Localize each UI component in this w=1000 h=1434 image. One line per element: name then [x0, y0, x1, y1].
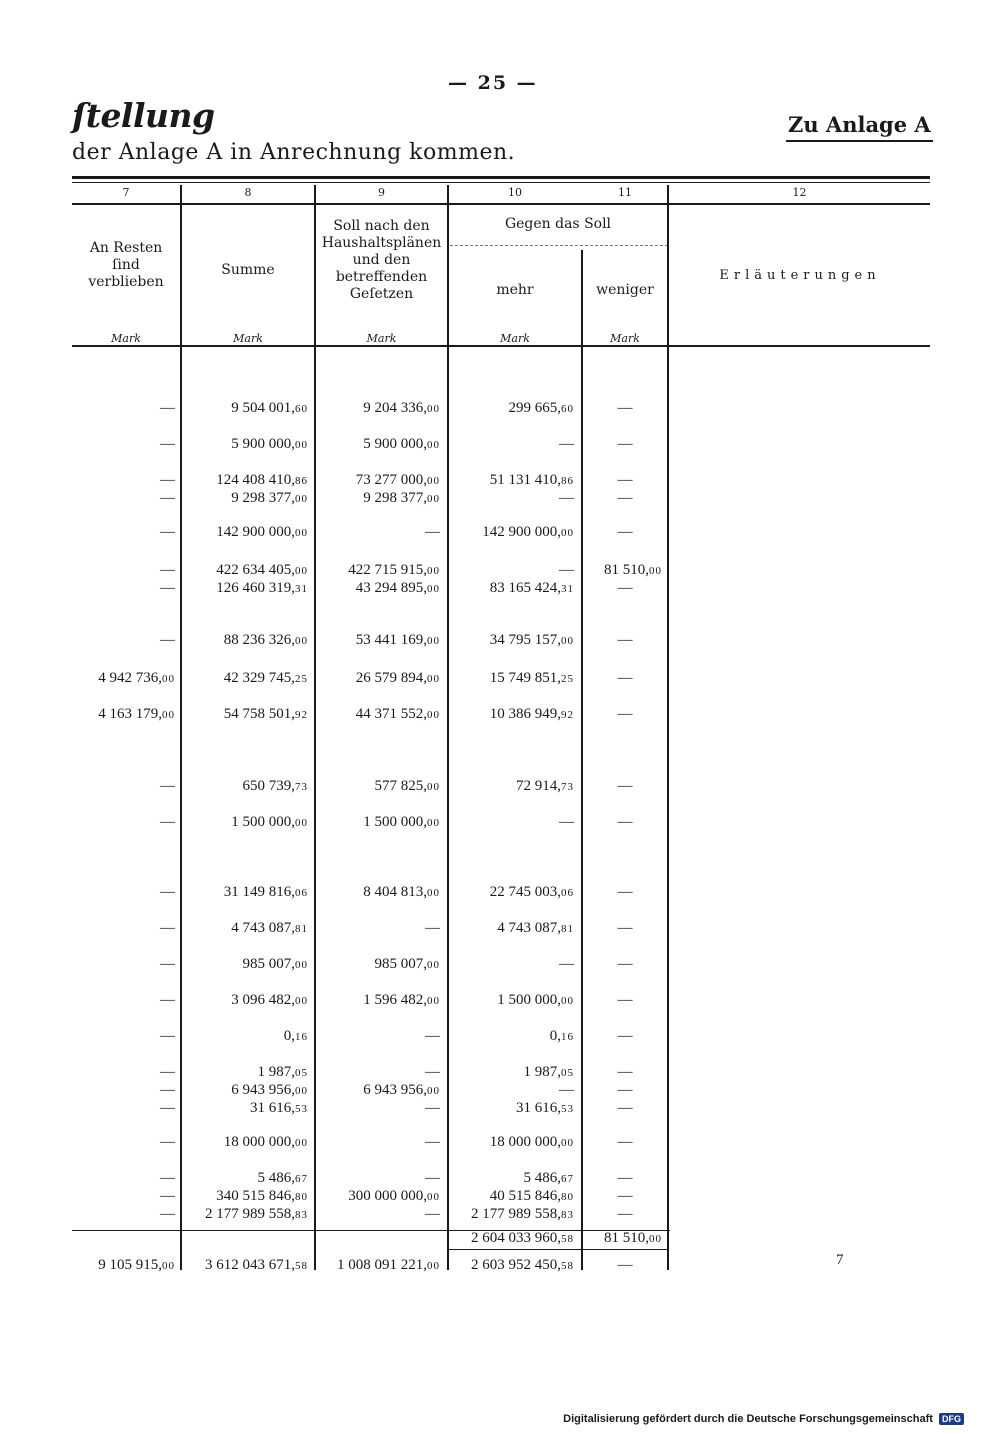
cell-soll: 300 000 000,00 — [348, 1188, 440, 1204]
cell-mehr: 2 177 989 558,83 — [471, 1206, 574, 1222]
cell-weniger: — — [617, 1028, 633, 1044]
cell-reste: — — [160, 1170, 175, 1186]
cell-reste: — — [160, 1028, 175, 1044]
footer-text: Digitalisierung gefördert durch die Deutsche Forschungsgemeinschaft — [563, 1413, 933, 1425]
cell-soll: 422 715 915,00 — [348, 562, 440, 578]
vline-8-9 — [314, 185, 316, 1270]
cell-summe: 5 900 000,00 — [231, 436, 308, 452]
cell-summe: 4 743 087,81 — [231, 920, 308, 936]
cell-summe: 124 408 410,86 — [216, 472, 308, 488]
cell-reste: — — [160, 1064, 175, 1080]
colnum-10: 10 — [508, 186, 522, 199]
cell-summe: 126 460 319,31 — [216, 580, 308, 596]
unit-9: Mark — [366, 332, 397, 345]
colnum-8: 8 — [244, 186, 252, 199]
cell-reste: — — [160, 524, 175, 540]
cell-soll: 9 298 377,00 — [363, 490, 440, 506]
footer-credit — [563, 1413, 964, 1425]
cell-soll: 577 825,00 — [374, 778, 440, 794]
cell-weniger: — — [617, 778, 633, 794]
cell-summe: 2 177 989 558,83 — [205, 1206, 308, 1222]
vline-9-10 — [447, 185, 449, 1270]
colnum-9: 9 — [378, 186, 385, 199]
cell-reste: 4 163 179,00 — [98, 706, 175, 722]
cell-weniger: — — [617, 1206, 633, 1222]
cell-reste: — — [160, 1082, 175, 1098]
top-rule-thick — [72, 176, 930, 179]
cell-soll: — — [425, 1100, 440, 1116]
subtotal-mehr: 2 604 033 960,58 — [471, 1230, 574, 1246]
cell-weniger: — — [617, 1134, 633, 1150]
cell-summe: 340 515 846,80 — [216, 1188, 308, 1204]
cell-summe: 18 000 000,00 — [223, 1134, 308, 1150]
anlage-reference: Zu Anlage A — [786, 112, 933, 142]
cell-weniger: — — [617, 920, 633, 936]
cell-summe: 9 504 001,60 — [231, 400, 308, 416]
cell-reste: — — [160, 778, 175, 794]
subtotal-rule — [72, 1230, 670, 1231]
cell-reste: — — [160, 562, 175, 578]
cell-mehr: — — [559, 1082, 574, 1098]
cell-reste: — — [160, 884, 175, 900]
cell-mehr: — — [559, 562, 574, 578]
cell-mehr: 31 616,53 — [516, 1100, 574, 1116]
cell-mehr: 299 665,60 — [508, 400, 574, 416]
header-erlaeuterungen: Erläuterungen — [719, 268, 881, 283]
subtotal-weniger: 81 510,00 — [604, 1230, 662, 1246]
cell-soll: 985 007,00 — [374, 956, 440, 972]
page-number: — 25 — — [448, 72, 538, 94]
cell-mehr: 1 500 000,00 — [497, 992, 574, 1008]
cell-weniger: — — [617, 956, 633, 972]
cell-summe: 1 500 000,00 — [231, 814, 308, 830]
unit-8: Mark — [233, 332, 263, 345]
unit-10: Mark — [500, 332, 530, 345]
cell-weniger: — — [617, 992, 633, 1008]
colnum-12: 12 — [792, 186, 807, 199]
cell-mehr: 34 795 157,00 — [489, 632, 574, 648]
cell-weniger: — — [617, 670, 633, 686]
cell-mehr: 40 515 846,80 — [489, 1188, 574, 1204]
cell-soll: 53 441 169,00 — [355, 632, 440, 648]
cell-mehr: 22 745 003,06 — [489, 884, 574, 900]
vline-7-8 — [180, 185, 182, 1270]
cell-soll: 73 277 000,00 — [355, 472, 440, 488]
cell-weniger: — — [617, 706, 633, 722]
cell-weniger: — — [617, 436, 633, 452]
cell-weniger: — — [617, 884, 633, 900]
subtotal-bottom-rule — [448, 1249, 668, 1250]
cell-summe: 5 486,67 — [257, 1170, 308, 1186]
cell-weniger: — — [617, 490, 633, 506]
cell-reste: — — [160, 400, 175, 416]
cell-summe: 422 634 405,00 — [216, 562, 308, 578]
cell-soll: — — [425, 920, 440, 936]
cell-mehr: 5 486,67 — [523, 1170, 574, 1186]
cell-soll: 5 900 000,00 — [363, 436, 440, 452]
cell-soll: 9 204 336,00 — [363, 400, 440, 416]
cell-summe: 31 616,53 — [250, 1100, 308, 1116]
page-title: ſtellung — [72, 96, 215, 135]
cell-summe: 3 096 482,00 — [231, 992, 308, 1008]
cell-weniger: — — [617, 472, 633, 488]
cell-mehr: — — [559, 436, 574, 452]
cell-mehr: 4 743 087,81 — [497, 920, 574, 936]
cell-reste: — — [160, 436, 175, 452]
cell-summe: 42 329 745,25 — [223, 670, 308, 686]
header-soll: Soll nach den Haushaltsplänen und den betreffenden Geſetzen — [321, 218, 442, 302]
cell-soll: — — [425, 524, 440, 540]
cell-weniger: — — [617, 814, 633, 830]
header-weniger: weniger — [596, 282, 654, 298]
cell-reste: — — [160, 1100, 175, 1116]
cell-reste: — — [160, 632, 175, 648]
gegen-rule — [450, 245, 668, 246]
cell-soll: 1 500 000,00 — [363, 814, 440, 830]
cell-mehr: 72 914,73 — [516, 778, 574, 794]
cell-reste: 4 942 736,00 — [98, 670, 175, 686]
cell-reste: — — [160, 490, 175, 506]
dfg-logo: DFG — [939, 1413, 964, 1425]
cell-summe: 9 298 377,00 — [231, 490, 308, 506]
cell-summe: 88 236 326,00 — [223, 632, 308, 648]
colnum-7: 7 — [122, 186, 130, 199]
cell-summe: 650 739,73 — [242, 778, 308, 794]
colnum-rule — [72, 203, 930, 205]
cell-summe: 54 758 501,92 — [223, 706, 308, 722]
cell-soll: — — [425, 1134, 440, 1150]
cell-mehr: 0,16 — [549, 1028, 574, 1044]
cell-mehr: 15 749 851,25 — [489, 670, 574, 686]
cell-mehr: 10 386 949,92 — [489, 706, 574, 722]
cell-weniger: — — [617, 1082, 633, 1098]
cell-soll: 8 404 813,00 — [363, 884, 440, 900]
cell-mehr: — — [559, 814, 574, 830]
cell-mehr: — — [559, 490, 574, 506]
unit-11: Mark — [610, 332, 640, 345]
cell-summe: 0,16 — [283, 1028, 308, 1044]
cell-weniger: — — [617, 400, 633, 416]
cell-soll: — — [425, 1064, 440, 1080]
cell-soll: — — [425, 1170, 440, 1186]
top-rule-thin — [72, 182, 930, 183]
cell-reste: — — [160, 956, 175, 972]
cell-weniger: — — [617, 1064, 633, 1080]
header-summe: Summe — [221, 262, 275, 278]
cell-soll: 44 371 552,00 — [355, 706, 440, 722]
cell-weniger: — — [617, 632, 633, 648]
cell-reste: — — [160, 814, 175, 830]
cell-soll: 43 294 895,00 — [355, 580, 440, 596]
total-reste: 9 105 915,00 — [98, 1257, 175, 1273]
cell-summe: 6 943 956,00 — [231, 1082, 308, 1098]
footnote-number: 7 — [836, 1252, 844, 1268]
total-soll: 1 008 091 221,00 — [337, 1257, 440, 1273]
cell-mehr: 142 900 000,00 — [482, 524, 574, 540]
cell-mehr: 83 165 424,31 — [489, 580, 574, 596]
cell-reste: — — [160, 920, 175, 936]
header-reste: An Resten ſind verblieben — [88, 240, 164, 290]
cell-summe: 142 900 000,00 — [216, 524, 308, 540]
cell-mehr: 1 987,05 — [523, 1064, 574, 1080]
page-subtitle: der Anlage A in Anrechnung kommen. — [72, 140, 516, 165]
cell-reste: — — [160, 472, 175, 488]
cell-mehr: 51 131 410,86 — [489, 472, 574, 488]
header-gegen-das-soll: Gegen das Soll — [504, 216, 612, 232]
cell-weniger: — — [617, 1170, 633, 1186]
cell-reste: — — [160, 992, 175, 1008]
header-bottom-rule — [72, 345, 930, 347]
cell-reste: — — [160, 1134, 175, 1150]
cell-weniger: — — [617, 580, 633, 596]
unit-7: Mark — [111, 332, 141, 345]
cell-weniger: 81 510,00 — [604, 562, 662, 578]
cell-soll: — — [425, 1028, 440, 1044]
cell-soll: 26 579 894,00 — [355, 670, 440, 686]
cell-soll: 6 943 956,00 — [363, 1082, 440, 1098]
cell-soll: — — [425, 1206, 440, 1222]
cell-weniger: — — [617, 1188, 633, 1204]
cell-mehr: 18 000 000,00 — [489, 1134, 574, 1150]
cell-summe: 985 007,00 — [242, 956, 308, 972]
header-mehr: mehr — [496, 282, 534, 298]
cell-reste: — — [160, 1206, 175, 1222]
colnum-11: 11 — [618, 186, 632, 199]
cell-weniger: — — [617, 1100, 633, 1116]
cell-summe: 31 149 816,06 — [223, 884, 308, 900]
cell-soll: 1 596 482,00 — [363, 992, 440, 1008]
total-summe: 3 612 043 671,58 — [205, 1257, 308, 1273]
cell-reste: — — [160, 1188, 175, 1204]
cell-weniger: — — [617, 524, 633, 540]
total-mehr: 2 603 952 450,58 — [471, 1257, 574, 1273]
cell-summe: 1 987,05 — [257, 1064, 308, 1080]
total-weniger: — — [617, 1257, 633, 1273]
cell-mehr: — — [559, 956, 574, 972]
cell-reste: — — [160, 580, 175, 596]
